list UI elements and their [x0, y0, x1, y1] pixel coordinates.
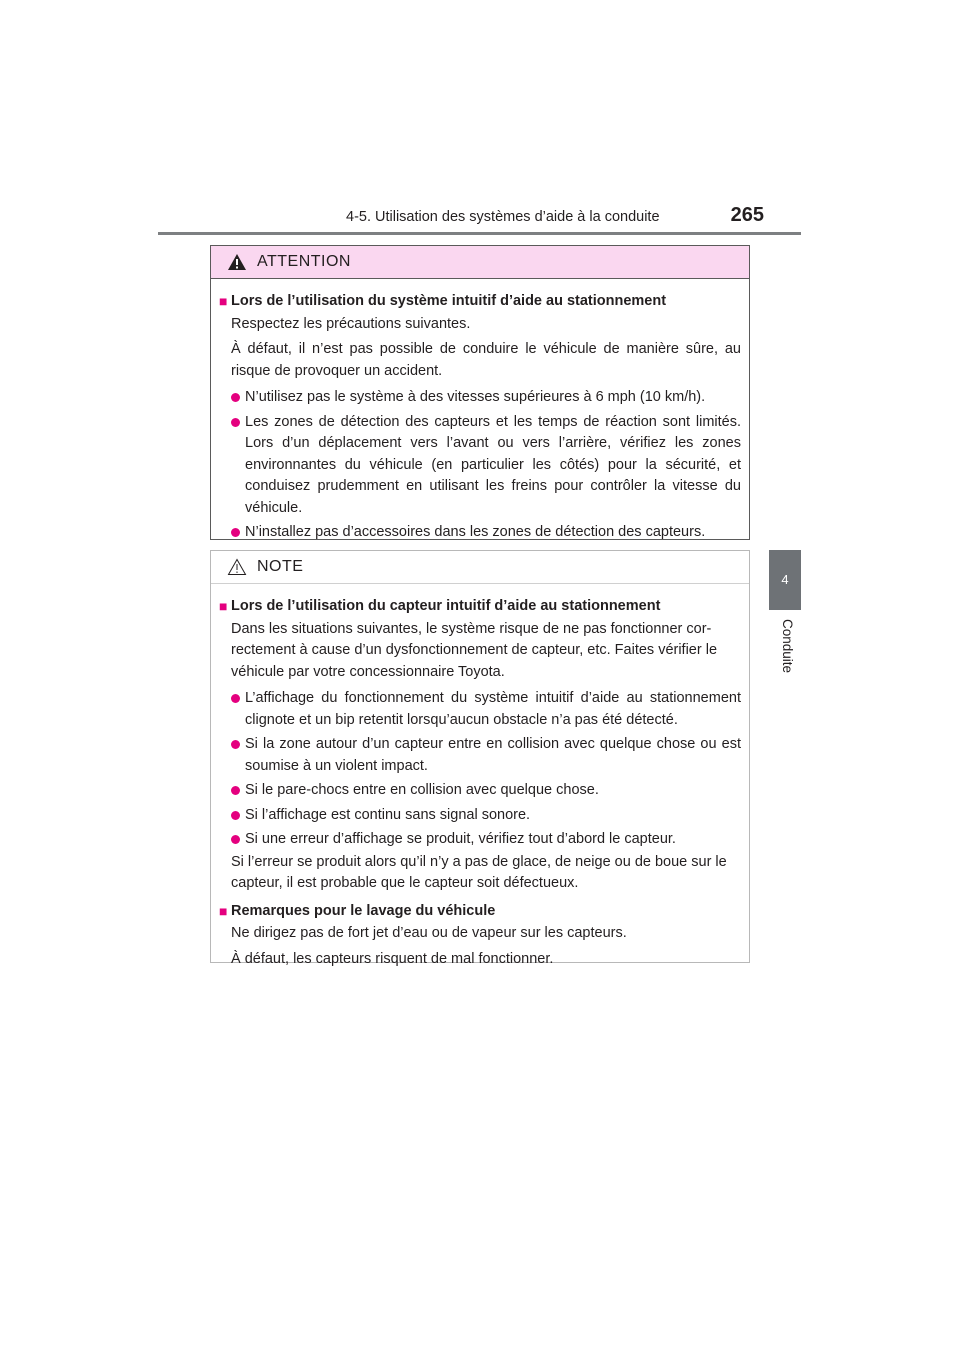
- bullet-dot-icon: [231, 694, 240, 703]
- list-item: Si le pare-chocs entre en collision avec quelque chose.: [231, 780, 741, 802]
- note-paragraph: Ne dirigez pas de fort jet d’eau ou de vapeur sur les capteurs.: [231, 925, 627, 941]
- bullet-dot-icon: [231, 418, 240, 427]
- list-item: Les zones de détection des capteurs et les temps de réaction sont limités. Lors d’un déplacement vers l’avant ou vers l’arrière, vérifiez les zones environnantes du véhicule (en particulier les côtés) pour la sécurité, et conduisez prudemment en utilisant les freins pour contrôler la vitesse du véhicule.: [231, 412, 741, 520]
- attention-header: [211, 246, 749, 279]
- chapter-tab: 4: [769, 550, 801, 610]
- note-paragraph: Dans les situations suivantes, le système risque de ne pas fonctionner cor-rectement à cause d’un dysfonctionnement de capteur, etc. Faites vérifier le véhicule par votre concessionnaire Toyota.: [231, 620, 718, 680]
- attention-paragraph: À défaut, il n’est pas possible de conduire le véhicule de manière sûre, au risque de provoquer un accident.: [231, 341, 741, 379]
- note-heading: Lors de l’utilisation du capteur intuitif d’aide au stationnement: [231, 598, 661, 614]
- bullet-dot-icon: [231, 811, 240, 820]
- note-header: [211, 551, 749, 584]
- note-box: [210, 550, 750, 967]
- square-bullet-icon: ■: [219, 598, 228, 614]
- note-paragraph: À défaut, les capteurs risquent de mal fonctionner.: [231, 950, 554, 967]
- list-item: N’installez pas d’accessoires dans les zones de détection des capteurs.: [231, 522, 741, 544]
- attention-paragraph: Respectez les précautions suivantes.: [231, 315, 471, 332]
- header-divider: [158, 232, 801, 235]
- attention-heading: Lors de l’utilisation du système intuitif d’aide au stationnement: [231, 293, 667, 309]
- attention-title: ATTENTION: [257, 253, 351, 270]
- square-bullet-icon: ■: [219, 902, 228, 919]
- list-item: L’affichage du fonctionnement du système intuitif d’aide au stationnement clignote et un bip retentit lorsqu’aucun obstacle n’a pas été détecté.: [231, 688, 741, 731]
- warning-filled-icon: [227, 253, 247, 271]
- bullet-dot-icon: [231, 393, 240, 402]
- list-item: Si l’affichage est continu sans signal sonore.: [231, 805, 741, 827]
- section-title: 4-5. Utilisation des systèmes d’aide à la conduite: [346, 209, 660, 225]
- list-item: Si la zone autour d’un capteur entre en collision avec quelque chose ou est soumise à un violent impact.: [231, 734, 741, 777]
- list-item: N’utilisez pas le système à des vitesses supérieures à 6 mph (10 km/h).: [231, 387, 741, 409]
- attention-heading-row: [219, 291, 741, 313]
- warning-outline-icon: [227, 558, 247, 576]
- note-heading: Remarques pour le lavage du véhicule: [231, 902, 496, 919]
- list-item: Si une erreur d’affichage se produit, vérifiez tout d’abord le capteur.: [231, 829, 741, 851]
- note-heading-row: [219, 596, 741, 618]
- bullet-dot-icon: [231, 835, 240, 844]
- square-bullet-icon: ■: [219, 293, 228, 309]
- note-paragraph: Si l’erreur se produit alors qu’il n’y a pas de glace, de neige ou de boue sur le capteur, il est probable que le capteur soit défectueux.: [231, 853, 727, 891]
- bullet-dot-icon: [231, 528, 240, 537]
- bullet-dot-icon: [231, 740, 240, 749]
- note-title: NOTE: [257, 558, 304, 575]
- note-heading-row: [219, 901, 741, 923]
- bullet-dot-icon: [231, 786, 240, 795]
- chapter-label: Conduite: [780, 618, 795, 674]
- page-number: 265: [730, 204, 764, 226]
- attention-box: [210, 245, 750, 540]
